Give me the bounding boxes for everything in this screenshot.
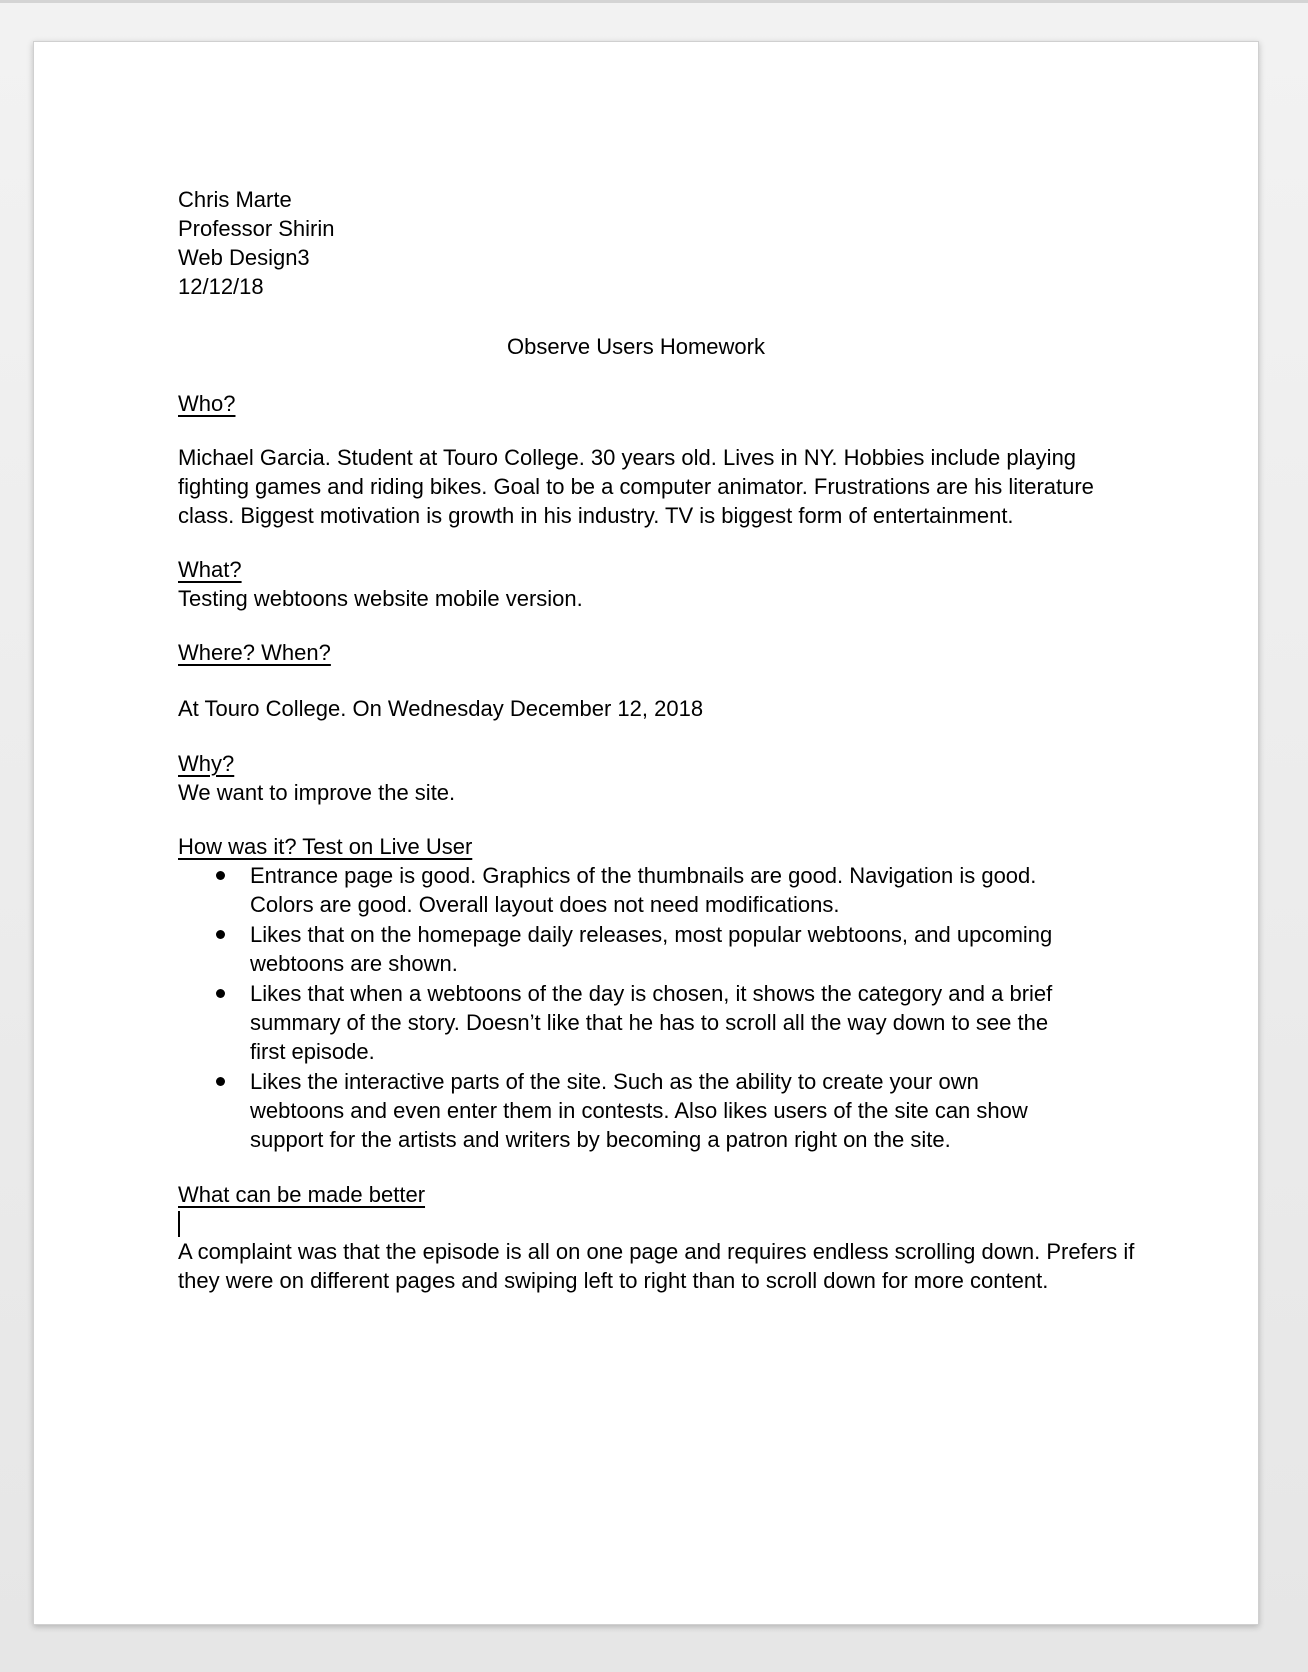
what-text: Testing webtoons website mobile version. [178, 586, 583, 611]
where-when-heading: Where? When? [178, 640, 331, 665]
list-item [178, 979, 1058, 1066]
list-item [178, 920, 1058, 978]
section-where-when [178, 638, 1138, 723]
course-name: Web Design3 [178, 245, 310, 270]
list-item [178, 861, 1058, 919]
section-why [178, 749, 1138, 807]
bullet-text: Likes that when a webtoons of the day is chosen, it shows the category and a brief summary of the story. Doesn’t like that he has to scroll all the way down to see the first episode. [250, 981, 1053, 1064]
better-heading: What can be made better [178, 1182, 426, 1207]
section-how [178, 832, 1138, 1154]
better-text: A complaint was that the episode is all on one page and requires endless scrolling down. Prefers if they were on different pages and swiping left to right than to scroll down for more content. [178, 1239, 1135, 1293]
who-text: Michael Garcia. Student at Touro College. 30 years old. Lives in NY. Hobbies include playing fighting games and riding bikes. Goal to be a computer animator. Frustrations are his literature class. Biggest motivation is growth in his industry. TV is biggest form of entertainment. [178, 445, 1094, 528]
list-item [178, 1067, 1058, 1154]
section-better [178, 1180, 1138, 1295]
author-name: Chris Marte [178, 187, 292, 212]
document-body[interactable] [178, 185, 1138, 1295]
bullet-icon [216, 930, 225, 939]
section-who [178, 389, 1138, 530]
section-what [178, 555, 1138, 613]
bullet-text: Entrance page is good. Graphics of the thumbnails are good. Navigation is good. Colors are good. Overall layout does not need modifications. [250, 863, 1037, 917]
why-text: We want to improve the site. [178, 780, 456, 805]
bullet-icon [216, 989, 225, 998]
bullet-icon [216, 1077, 225, 1086]
document-page[interactable] [33, 41, 1259, 1625]
bullet-icon [216, 871, 225, 880]
document-date: 12/12/18 [178, 274, 264, 299]
why-heading: Why? [178, 751, 235, 776]
professor-name: Professor Shirin [178, 216, 335, 241]
how-heading: How was it? Test on Live User [178, 834, 473, 859]
how-bullet-list [178, 861, 1058, 1154]
where-when-text: At Touro College. On Wednesday December 12, 2018 [178, 696, 704, 721]
bullet-text: Likes that on the homepage daily releases, most popular webtoons, and upcoming webtoons are shown. [250, 922, 1053, 976]
text-cursor [178, 1211, 180, 1237]
bullet-text: Likes the interactive parts of the site. Such as the ability to create your own webtoons and even enter them in contests. Also likes users of the site can show support for the artists and writers by becoming a patron right on the site. [250, 1069, 1028, 1152]
who-heading: Who? [178, 391, 236, 416]
document-title: Observe Users Homework [507, 334, 765, 359]
what-heading: What? [178, 557, 242, 582]
